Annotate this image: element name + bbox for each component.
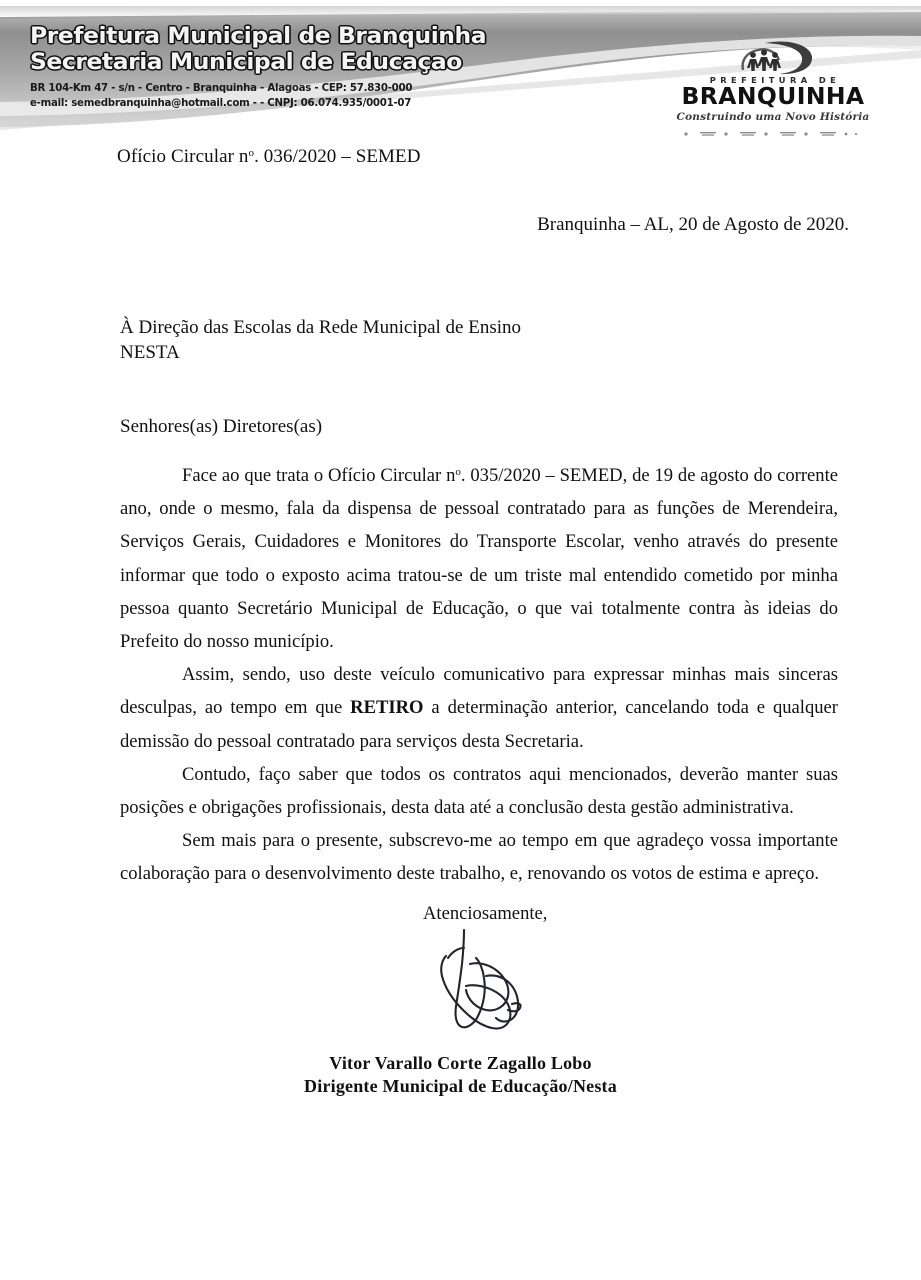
crest-ornament xyxy=(668,125,878,133)
branquinha-logo xyxy=(668,40,878,136)
letter-body xyxy=(120,456,838,891)
closing-salutation: Atenciosamente, xyxy=(423,903,548,924)
crest-name: BRANQUINHA xyxy=(681,84,865,110)
body-paragraph-4: Sem mais para o presente, subscrevo-me ao tempo em que agradeço vossa importante colaboração para o desenvolvimento deste trabalho, e, renovando os votos de estima e apreço. xyxy=(120,830,838,885)
document-reference-number: . 036/2020 – SEMED xyxy=(254,146,421,167)
handwritten-signature xyxy=(408,928,578,1040)
letterhead-text-block xyxy=(30,24,490,111)
letterhead-address-line2: e-mail: semedbranquinha@hotmail.com - - CNPJ: 06.074.935/0001-07 xyxy=(30,97,412,109)
letterhead-title-line2: Secretaria Municipal de Educaçao xyxy=(30,49,462,75)
signer-block xyxy=(0,1052,921,1098)
salutation: Senhores(as) Diretores(as) xyxy=(120,416,323,437)
body-paragraph-3: Contudo, faço saber que todos os contratos aqui mencionados, deverão manter suas posições e obrigações profissionais, desta data até a conclusão desta gestão administrativa. xyxy=(120,763,838,819)
letterhead-address-line1: BR 104-Km 47 - s/n - Centro - Branquinha - Alagoas - CEP: 57.830-000 xyxy=(30,83,413,94)
document-reference-title xyxy=(117,146,421,168)
recipient-line-2: NESTA xyxy=(120,342,180,363)
recipient-block xyxy=(120,315,521,365)
place-and-date: Branquinha – AL, 20 de Agosto de 2020. xyxy=(537,214,849,235)
crest-people-swoosh-icon xyxy=(668,40,878,76)
letterhead-title-line1: Prefeitura Municipal de Branquinha xyxy=(30,23,487,49)
document-reference-ordinal: o xyxy=(248,146,255,159)
body-paragraph-1: Face ao que trata o Ofício Circular $n^o$. 035/2020 – SEMED, de 19 de agosto do corrente ano, onde o mesmo, fala da dispensa de pessoal contratado para as funções de Merendeira, Serviços Gerais, Cuidadores e Monitores do Transporte Escolar, venho através do presente informar que todo o exposto acima tratou-se de um triste mal entendido cometido por minha pessoa quanto Secretário Municipal de Educação, o que vai totalmente contra às ideias do Prefeito do nosso município. xyxy=(120,465,838,653)
crest-kicker: PREFEITURA DE xyxy=(709,75,841,85)
crest-tagline: Construindo uma Novo História xyxy=(676,111,870,123)
emphasis-retiro: RETIRO xyxy=(350,697,424,719)
document-reference-prefix: Ofício Circular n xyxy=(117,146,249,167)
signer-role: Dirigente Municipal de Educação/Nesta xyxy=(304,1076,617,1096)
recipient-line-1: À Direção das Escolas da Rede Municipal de Ensino xyxy=(120,317,521,338)
signer-name: Vitor Varallo Corte Zagallo Lobo xyxy=(329,1053,592,1073)
body-paragraph-2: Assim, sendo, uso deste veículo comunicativo para expressar minhas mais sinceras desculpas, ao tempo em que RETIRO a determinação anterior, cancelando toda e qualquer demissão do pessoal contratado para serviços desta Secretaria. xyxy=(120,664,838,752)
